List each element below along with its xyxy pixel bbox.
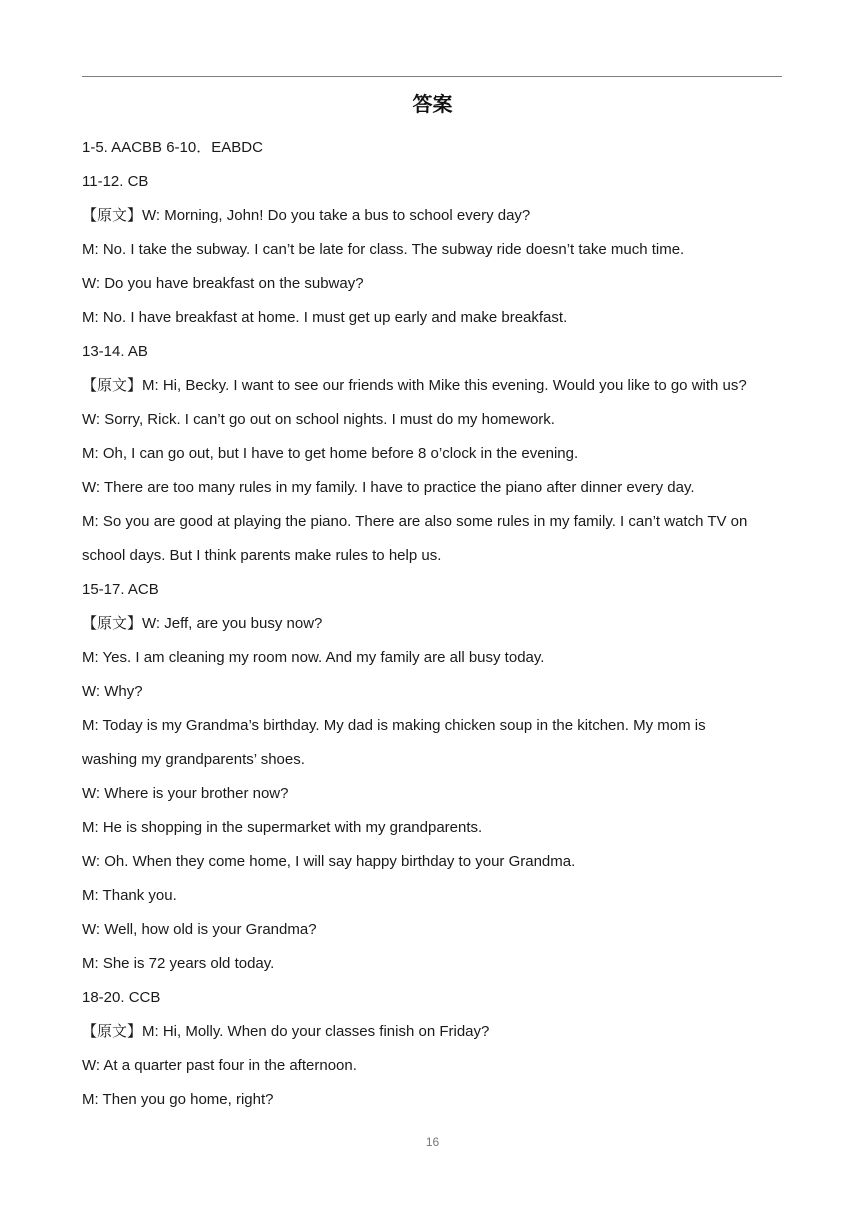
text-line: W: Well, how old is your Grandma? <box>82 921 317 938</box>
text-line: M: Today is my Grandma’s birthday. My dad is making chicken soup in the kitchen. My mom is <box>82 717 706 734</box>
text-line: M: No. I take the subway. I can’t be late for class. The subway ride doesn’t take much time. <box>82 241 685 258</box>
text-line: 18-20. CCB <box>82 989 161 1006</box>
text-line: W: Why? <box>82 683 143 700</box>
text-line: W: At a quarter past four in the afternoon. <box>82 1057 357 1074</box>
page-title: 答案 <box>412 94 453 116</box>
text-line: 15-17. ACB <box>82 581 159 598</box>
text-line: W: Where is your brother now? <box>82 785 289 802</box>
text-line: M: No. I have breakfast at home. I must get up early and make breakfast. <box>82 309 568 326</box>
text-line: 【原文】W: Morning, John! Do you take a bus to school every day? <box>82 207 531 224</box>
answer-text-body <box>82 131 782 1117</box>
text-line: 【原文】W: Jeff, are you busy now? <box>82 615 323 632</box>
text-line: M: Thank you. <box>82 887 177 904</box>
text-line: 【原文】M: Hi, Becky. I want to see our friends with Mike this evening. Would you like to go with us? <box>82 377 747 394</box>
text-line: W: Oh. When they come home, I will say happy birthday to your Grandma. <box>82 853 576 870</box>
text-line: school days. But I think parents make rules to help us. <box>82 547 442 564</box>
text-line: 【原文】M: Hi, Molly. When do your classes finish on Friday? <box>82 1023 490 1040</box>
text-line: washing my grandparents’ shoes. <box>82 751 305 768</box>
header-rule <box>82 76 782 77</box>
text-line: M: Then you go home, right? <box>82 1091 274 1108</box>
text-line: 11-12. CB <box>82 173 149 190</box>
text-line: M: So you are good at playing the piano. There are also some rules in my family. I can’t watch TV on <box>82 513 748 530</box>
text-line: W: There are too many rules in my family. I have to practice the piano after dinner every day. <box>82 479 695 496</box>
text-line: 13-14. AB <box>82 343 148 360</box>
text-line: M: She is 72 years old today. <box>82 955 275 972</box>
text-line: M: Oh, I can go out, but I have to get home before 8 o’clock in the evening. <box>82 445 579 462</box>
page-number: 16 <box>425 1135 440 1149</box>
text-line: 1-5. AACBB 6-10．EABDC <box>82 139 263 156</box>
text-line: W: Do you have breakfast on the subway? <box>82 275 364 292</box>
text-line: M: Yes. I am cleaning my room now. And my family are all busy today. <box>82 649 545 666</box>
text-line: W: Sorry, Rick. I can’t go out on school nights. I must do my homework. <box>82 411 555 428</box>
text-line: M: He is shopping in the supermarket with my grandparents. <box>82 819 483 836</box>
